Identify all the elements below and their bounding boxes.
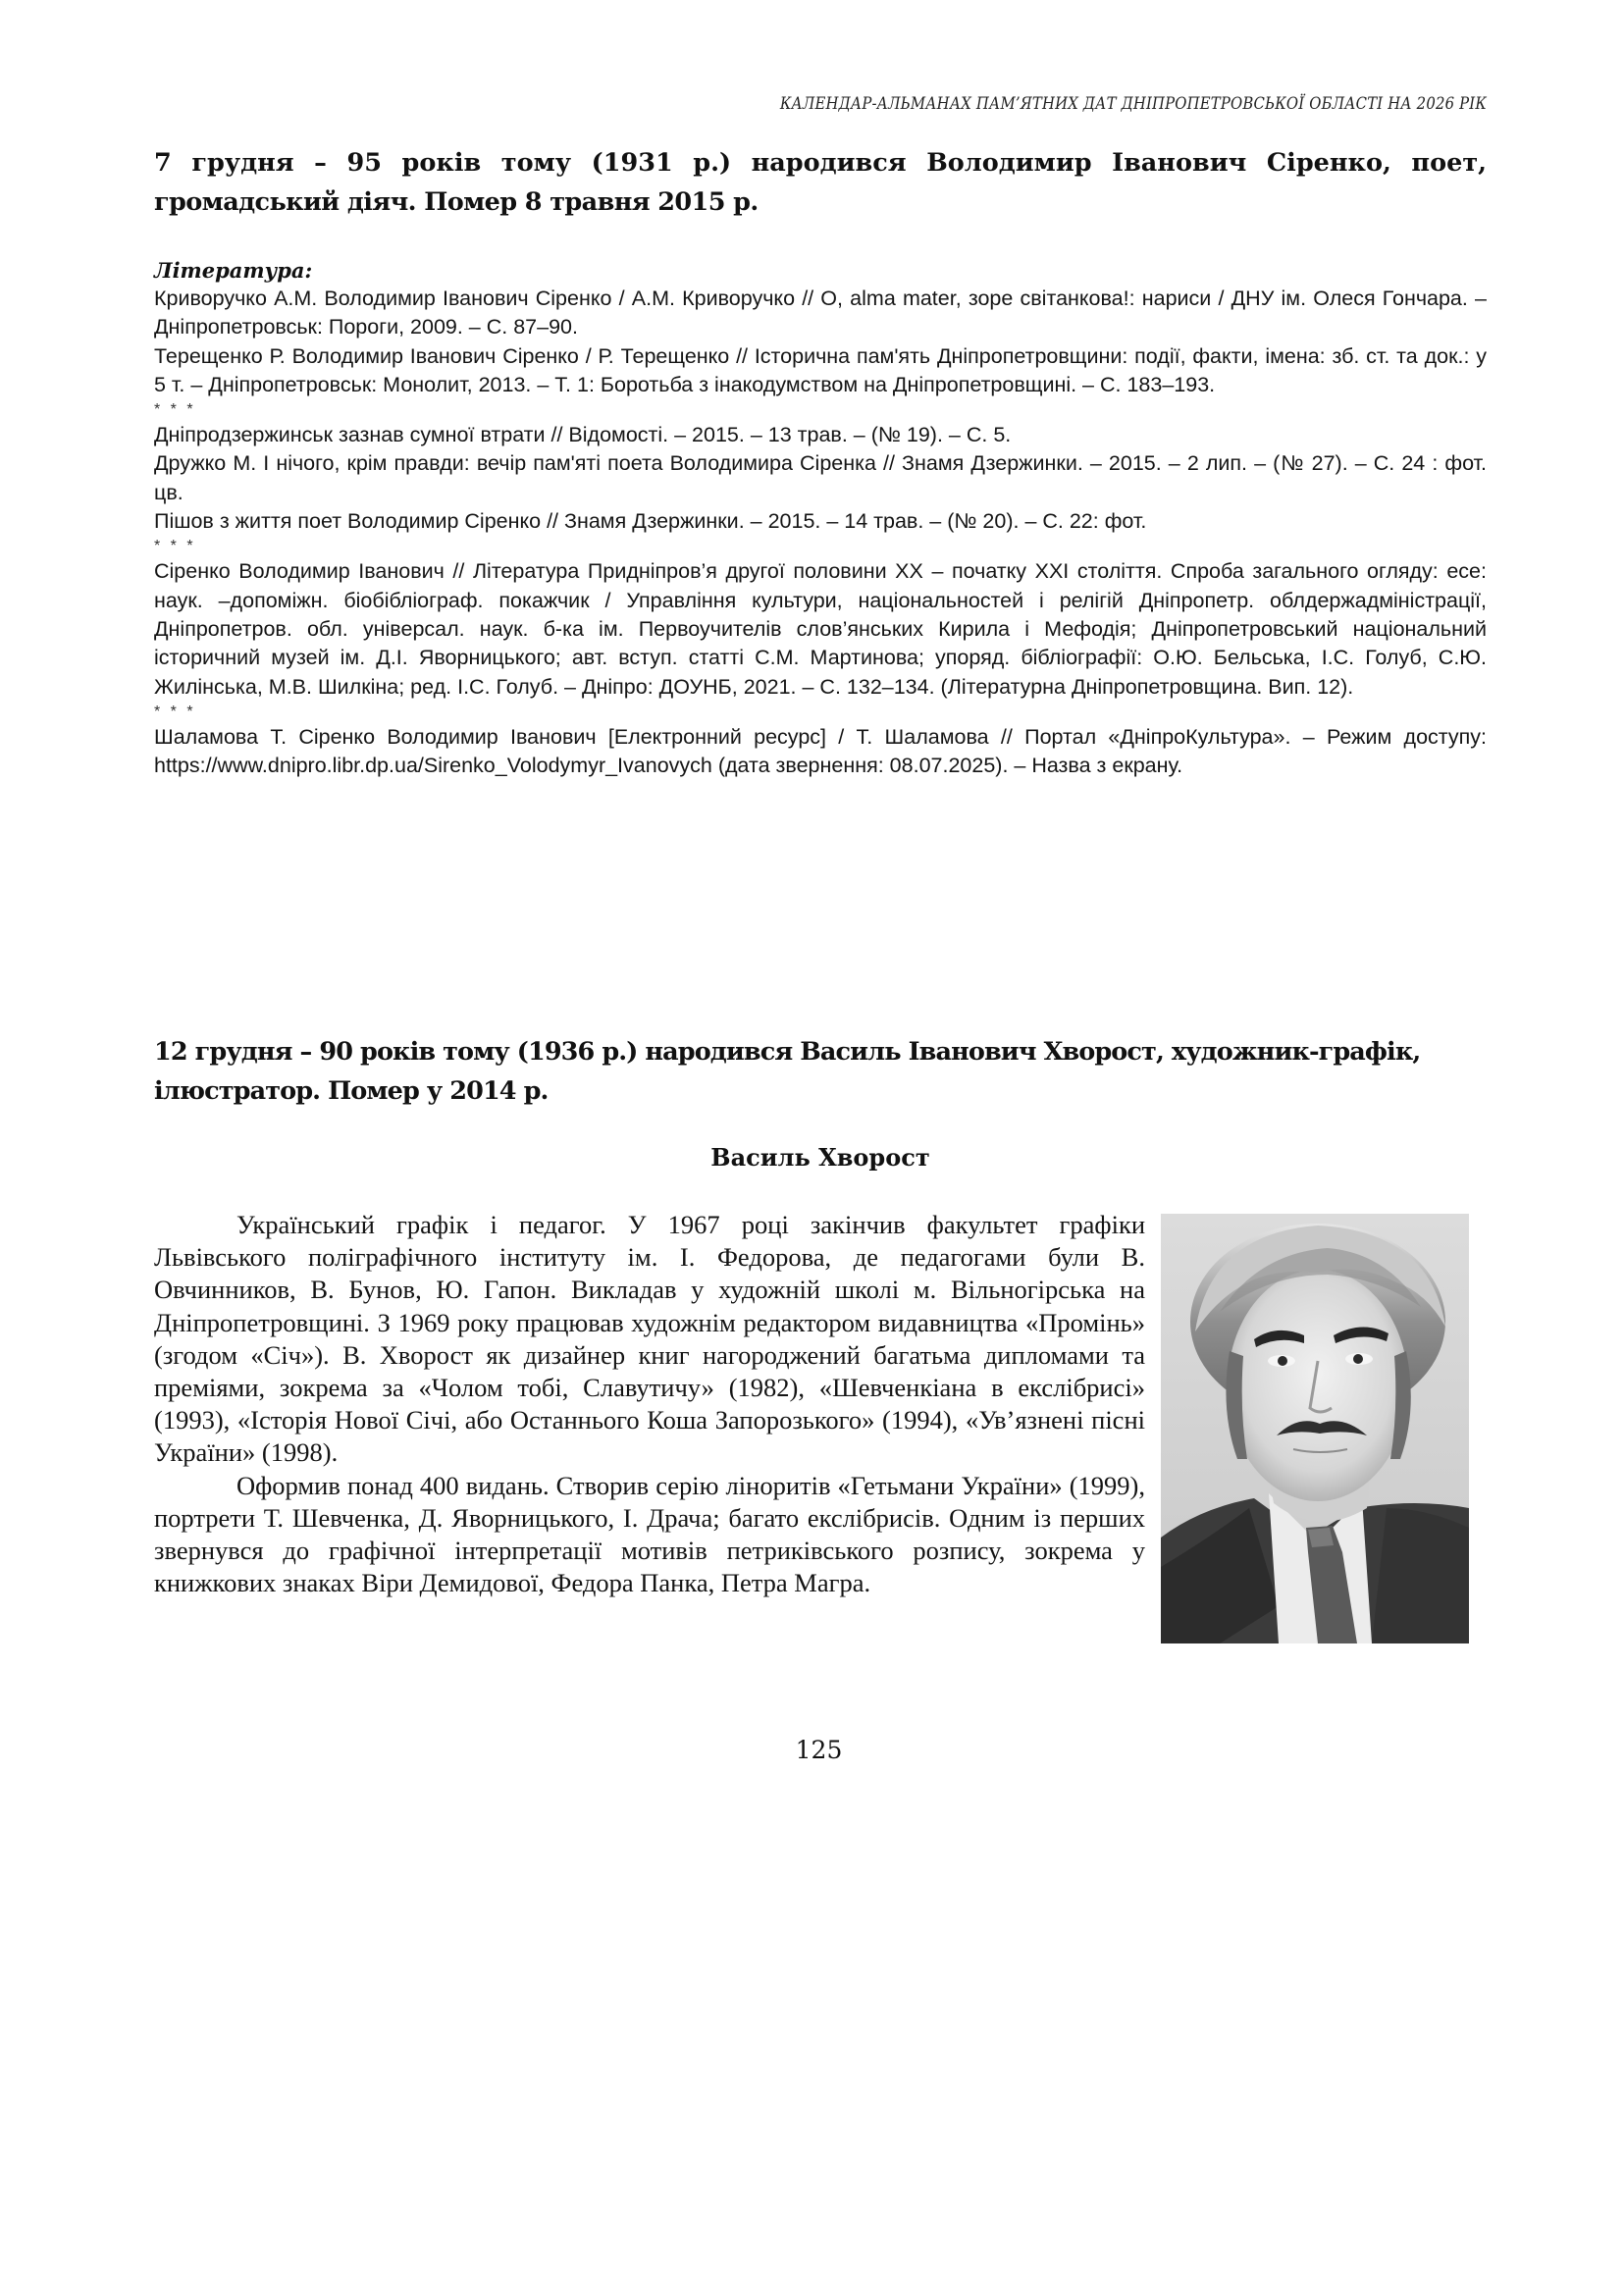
bibliography-entry: Пішов з життя поет Володимир Сіренко // Знамя Дзержинки. – 2015. – 14 трав. – (№ 20). – С. 22: фот.	[154, 509, 1147, 534]
running-header: КАЛЕНДАР-АЛЬМАНАХ ПАМ’ЯТНИХ ДАТ ДНІПРОПЕТРОВСЬКОЇ ОБЛАСТІ НА 2026 РІК	[779, 94, 1487, 113]
literature-label: Література:	[154, 258, 313, 283]
bibliography-list	[154, 285, 1487, 780]
biography-text	[154, 1209, 1145, 1599]
bibliography-separator: * * *	[154, 538, 196, 555]
portrait-image	[1161, 1214, 1469, 1643]
entry-heading	[154, 143, 1487, 222]
entry-heading-line: ілюстратор. Помер у 2014 р.	[154, 1076, 549, 1106]
entry-heading-line: 12 грудня – 90 років тому (1936 р.) народився Василь Іванович Хворост, художник-графік,	[154, 1037, 1421, 1067]
entry-heading-line: 7 грудня – 95 років тому (1931 р.) народився Володимир Іванович Сіренко, поет,	[154, 148, 1487, 178]
bibliography-entry: Шаламова Т. Сіренко Володимир Іванович [Електронний ресурс] / Т. Шаламова // Портал «ДніпроКультура». – Режим доступу: https://www.dnipro.libr.dp.ua/Sirenko_Volodymyr_Ivanovych (дата звернення: 08.07.2025). – Назва з екрану.	[154, 724, 1487, 778]
bibliography-separator: * * *	[154, 703, 196, 720]
entry-sirenko-heading	[154, 143, 1487, 222]
page-number	[0, 1735, 1624, 1766]
biography-paragraph: Оформив понад 400 видань. Створив серію ліноритів «Гетьмани України» (1999), портрети Т. Шевченка, Д. Яворницького, І. Драча; багато екслібрисів. Одним із перших звернувся до графічної інтерпретації мотивів петриківського розпису, зокрема у книжкових знаках Віри Демидової, Федора Панка, Петра Магра.	[154, 1470, 1145, 1598]
entry-heading-line: громадський діяч. Помер 8 травня 2015 р.	[154, 187, 759, 217]
portrait-photo	[1161, 1214, 1469, 1643]
literature-section	[154, 256, 1487, 780]
entry-khvorost-heading	[154, 1032, 1487, 1111]
bibliography-entry: Дніпродзержинськ зазнав сумної втрати // Відомості. – 2015. – 13 трав. – (№ 19). – С. 5.	[154, 423, 1012, 447]
biography-paragraph: Український графік і педагог. У 1967 році закінчив факультет графіки Львівського поліграфічного інституту ім. І. Федорова, де педагогами були В. Овчинников, В. Бунов, Ю. Гапон. Викладав у художній школі м. Вільногірська на Дніпропетровщині. З 1969 року працював художнім редактором видавництва «Промінь» (згодом «Січ»). В. Хворост як дизайнер книг нагороджений багатьма дипломами та преміями, зокрема за «Чолом тобі, Славутичу» (1982), «Шевченкіана в екслібрисі» (1993), «Історія Нової Січі, або Останнього Коша Запорозького» (1994), «Ув’язнені пісні України» (1998).	[154, 1210, 1145, 1468]
article-subtitle: Василь Хворост	[710, 1143, 930, 1172]
entry-heading	[154, 1032, 1487, 1111]
page-number-value: 125	[795, 1736, 843, 1764]
bibliography-entry: Терещенко Р. Володимир Іванович Сіренко / Р. Терещенко // Історична пам'ять Дніпропетровщини: події, факти, імена: зб. ст. та док.: у 5 т. – Дніпропетровськ: Монолит, 2013. – Т. 1: Боротьба з інакодумством на Дніпропетровщині. – С. 183–193.	[154, 343, 1487, 396]
bibliography-separator: * * *	[154, 401, 196, 419]
bibliography-entry: Дружко М. І нічого, крім правди: вечір пам'яті поета Володимира Сіренка // Знамя Дзержинки. – 2015. – 2 лип. – (№ 27). – С. 24 : фот. цв.	[154, 451, 1487, 504]
bibliography-entry: Криворучко А.М. Володимир Іванович Сіренко / А.М. Криворучко // О, alma mater, зоре світанкова!: нариси / ДНУ ім. Олеся Гончара. – Дніпропетровськ: Пороги, 2009. – С. 87–90.	[154, 287, 1487, 339]
bibliography-entry: Сіренко Володимир Іванович // Література Придніпров’я другої половини XX – початку XXI століття. Спроба загального огляду: есе: наук. –допоміжн. біобібліограф. покажчик / Управління культури, національностей і релігій Дніпропетр. облдержадміністрації, Дніпропетров. обл. універсал. наук. б-ка ім. Первоучителів слов’янських Кирила і Мефодія; Дніпропетровський національний історичний музей ім. Д.І. Яворницького; авт. вступ. статті С.М. Мартинова; упоряд. бібліографії: О.Ю. Бельська, І.С. Голуб, С.Ю. Жилінська, М.В. Шилкіна; ред. І.С. Голуб. – Дніпро: ДОУНБ, 2021. – С. 132–134. (Літературна Дніпропетровщина. Вип. 12).	[154, 559, 1487, 699]
